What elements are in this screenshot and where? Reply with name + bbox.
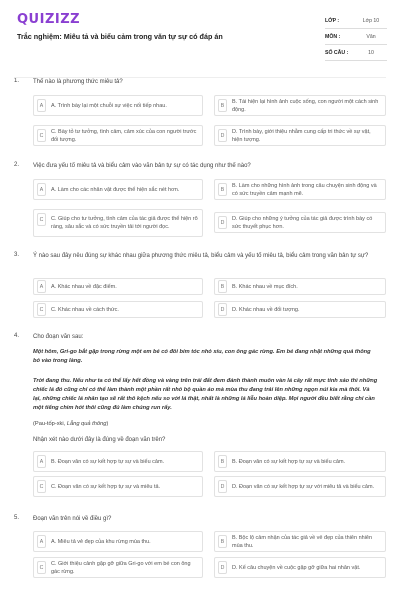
answer-option-d[interactable] — [214, 557, 386, 578]
option-letter: A — [37, 280, 46, 293]
source-author: (Pau-tốp-xki, — [33, 421, 67, 427]
worksheet-title: Trắc nghiệm: Miêu tả và biểu cảm trong văn tự sự có đáp án — [17, 32, 223, 41]
meta-key: LỚP : — [325, 17, 340, 24]
question-number: 2. — [14, 162, 20, 168]
header-divider — [14, 77, 386, 78]
option-letter: A — [37, 99, 46, 112]
meta-value: Văn — [366, 33, 376, 40]
option-letter: C — [37, 303, 46, 316]
meta-row-class — [325, 13, 387, 29]
option-text: A. Miêu tả vẻ đẹp của khu rừng mùa thu. — [51, 538, 151, 545]
answer-option-a[interactable] — [33, 278, 203, 295]
answer-option-d[interactable] — [214, 125, 386, 146]
option-letter: B — [218, 280, 227, 293]
meta-value: 10 — [368, 49, 374, 56]
answer-option-d[interactable] — [214, 212, 386, 233]
option-letter: D — [218, 480, 227, 493]
meta-key: SỐ CÂU : — [325, 49, 349, 56]
answer-option-a[interactable] — [33, 451, 203, 472]
option-text: A. Trình bày lại một chuỗi sự việc nối tiếp nhau. — [51, 102, 167, 109]
answer-option-a[interactable] — [33, 179, 203, 200]
question-number: 3. — [14, 252, 20, 258]
option-letter: C — [37, 213, 46, 226]
sub-question-text: Nhận xét nào dưới đây là đúng về đoạn văn trên? — [33, 437, 166, 443]
question-text: Đoạn văn trên nói về điều gì? — [33, 516, 112, 522]
option-text: C. Bày tỏ tư tưởng, tình cảm, cảm xúc của con người trước đối tượng. — [51, 128, 197, 143]
option-text: C. Đoạn văn có sự kết hợp tự sự và miêu tả. — [51, 483, 161, 490]
option-text: C. Giới thiệu cảnh gặp gỡ giữa Gri-go với em bé con ông gác rừng. — [51, 560, 191, 575]
option-text: D. Giúp cho những ý tưởng của tác giả được trình bày có sức thuyết phục hơn. — [232, 215, 373, 230]
question-text: Ý nào sau đây nêu đúng sự khác nhau giữa phương thức miêu tả, biểu cảm và yếu tố miêu tả, biểu cảm trong văn bản tự sự? — [33, 253, 369, 259]
option-letter: A — [37, 535, 46, 548]
answer-option-c[interactable] — [33, 125, 203, 146]
option-letter: D — [218, 216, 227, 229]
option-text: A. Làm cho các nhân vật được thể hiện sắc nét hơn. — [51, 186, 180, 193]
answer-option-a[interactable] — [33, 531, 203, 552]
meta-key: MÔN : — [325, 33, 341, 40]
option-text: B. Khác nhau về mục đích. — [232, 283, 298, 290]
option-letter: C — [37, 561, 46, 574]
option-letter: B — [218, 535, 227, 548]
question-number: 1. — [14, 78, 20, 84]
answer-option-b[interactable] — [214, 95, 386, 116]
question-text: Việc đưa yếu tố miêu tả và biểu cảm vào văn bản tự sự có tác dụng như thế nào? — [33, 163, 251, 169]
option-letter: B — [218, 183, 227, 196]
option-text: D. Trình bày, giới thiệu nhằm cung cấp tri thức về sự vật, hiện tượng. — [232, 128, 371, 143]
option-letter: D — [218, 561, 227, 574]
worksheet-header — [0, 0, 400, 64]
answer-option-c[interactable] — [33, 476, 203, 497]
answer-option-c[interactable] — [33, 301, 203, 318]
answer-option-b[interactable] — [214, 278, 386, 295]
option-letter: C — [37, 129, 46, 142]
question-text: Cho đoạn văn sau: — [33, 334, 84, 340]
passage-paragraph-2: Trời đang thu. Nếu như ta có thể lấy hết đồng và vàng trên trái đất đem đánh thành muôn vàn lá cây rất mực tinh xảo thì những chiếc lá đó cũng chỉ có thể làm thành một phần rất nhỏ bộ quần áo mà mùa thu đang trải lên những ngọn núi kia mà thôi. Và lại, những chiếc lá nhân tạo sẽ rất thô kệch nếu so với lá thật, nhất là những lá liễu hoàn diệp. Mọi người đều biết rằng chỉ cần một tiếng chim hót thôi cũng đủ làm chúng run rẩy. — [33, 378, 378, 411]
answer-option-d[interactable] — [214, 476, 386, 497]
option-text: D. Kể câu chuyện về cuộc gặp gỡ giữa hai nhân vật. — [232, 564, 361, 571]
answer-option-b[interactable] — [214, 179, 386, 200]
option-text: B. Làm cho những hình ảnh trong câu chuyện sinh động và có sức truyền cảm mạnh mẽ. — [232, 182, 377, 197]
answer-option-c[interactable] — [33, 209, 203, 237]
option-letter: C — [37, 480, 46, 493]
meta-row-subject — [325, 29, 387, 45]
question-number: 5. — [14, 515, 20, 521]
option-letter: B — [218, 455, 227, 468]
meta-table — [325, 13, 387, 61]
question-number: 4. — [14, 333, 20, 339]
answer-option-b[interactable] — [214, 451, 386, 472]
option-letter: D — [218, 303, 227, 316]
option-letter: A — [37, 455, 46, 468]
option-letter: B — [218, 99, 227, 112]
answer-option-d[interactable] — [214, 301, 386, 318]
option-text: B. Bộc lộ cảm nhận của tác giả về vẻ đẹp của thiên nhiên mùa thu. — [232, 534, 373, 549]
option-text: A. Khác nhau về đặc điểm. — [51, 283, 117, 290]
quizizz-logo: QUIZIZZ — [17, 12, 81, 27]
option-text: D. Đoạn văn có sự kết hợp tự sự với miêu tả và biểu cảm. — [232, 483, 375, 490]
passage-source — [33, 421, 108, 427]
answer-option-c[interactable] — [33, 557, 203, 578]
source-end: ) — [106, 421, 109, 427]
option-text: D. Khác nhau về đối tượng. — [232, 306, 300, 313]
source-title: Lẵng quả thông — [66, 421, 107, 427]
option-text: B. Tái hiện lại hình ảnh cuộc sống, con người một cách sinh động. — [232, 98, 379, 113]
question-text: Thế nào là phương thức miêu tả? — [33, 79, 123, 85]
option-text: B. Đoạn văn có sự kết hợp tự sự và biểu cảm. — [51, 458, 165, 465]
meta-value: Lớp 10 — [362, 17, 380, 24]
answer-option-a[interactable] — [33, 95, 203, 116]
option-text: C. Giúp cho tư tưởng, tình cảm của tác giả được thể hiện rõ ràng, sâu sắc và có sức truyền tải tới người đọc. — [51, 216, 198, 230]
option-text: C. Khác nhau về cách thức. — [51, 306, 119, 313]
option-letter: A — [37, 183, 46, 196]
answer-option-b[interactable] — [214, 531, 386, 552]
option-letter: D — [218, 129, 227, 142]
option-text: B. Đoạn văn có sự kết hợp tự sự và biểu cảm. — [232, 458, 346, 465]
passage-paragraph-1: Một hôm, Gri-go bắt gặp trong rừng một em bé có đôi bím tóc nhỏ xíu, con ông gác rừng. Em bé đang nhặt những quả thông bỏ vào trong làng. — [33, 349, 371, 364]
meta-row-count — [325, 45, 387, 61]
